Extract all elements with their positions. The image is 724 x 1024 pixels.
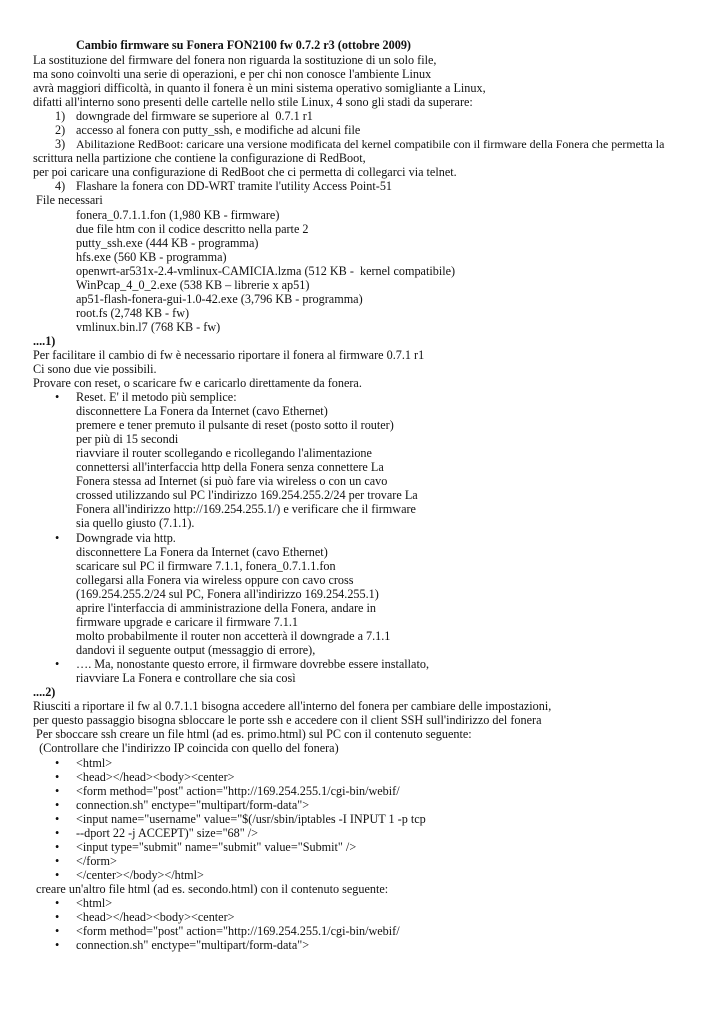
reset-step: premere e tener premuto il pulsante di reset (posto sotto il router) [76,418,394,432]
file-item: fonera_0.7.1.1.fon (1,980 KB - firmware) [76,208,280,222]
stage-text: downgrade del firmware se superiore al 0.7.1 r1 [76,109,313,123]
bullet-marker: • [55,657,60,671]
bullet-marker: • [55,531,60,545]
code-line: <html> [76,896,113,910]
code-line: </center></body></html> [76,868,204,882]
section-1-heading: ....1) [33,334,56,348]
intro-line: ma sono coinvolti una serie di operazioni, e per chi non conosce l'ambiente Linux [33,67,432,81]
bullet-marker: • [55,770,60,784]
stage-number: 1) [55,109,66,123]
reset-step: Reset. E' il metodo più semplice: [76,390,237,404]
downgrade-step: scaricare sul PC il firmware 7.1.1, fonera_0.7.1.1.fon [76,559,336,573]
stage-text: Flashare la fonera con DD-WRT tramite l'utility Access Point-51 [76,179,393,193]
code-line: <form method="post" action="http://169.254.255.1/cgi-bin/webif/ [76,924,400,938]
section-2-paragraph: Riusciti a riportare il fw al 0.7.1.1 bisogna accedere all'interno del fonera per cambiare delle impostazioni, [33,699,552,713]
stage-text-continued: scrittura nella partizione che contiene la configurazione di RedBoot, [33,151,366,165]
file-item: openwrt-ar531x-2.4-vmlinux-CAMICIA.lzma (512 KB - kernel compatibile) [76,264,456,278]
stage-text-continued: per poi caricare una configurazione di RedBoot che ci permetta di collegarci via telnet. [33,165,457,179]
reset-step: riavviare il router scollegando e ricollegando l'alimentazione [76,446,372,460]
bullet-marker: • [55,812,60,826]
downgrade-step: molto probabilmente il router non accetterà il downgrade a 7.1.1 [76,629,391,643]
error-note: …. Ma, nonostante questo errore, il firmware dovrebbe essere installato, [76,657,429,671]
bullet-marker: • [55,756,60,770]
downgrade-step: firmware upgrade e caricare il firmware 7.1.1 [76,615,298,629]
section-2-paragraph: Per sboccare ssh creare un file html (ad es. primo.html) sul PC con il contenuto seguente: [33,727,472,741]
bullet-marker: • [55,896,60,910]
bullet-marker: • [55,938,60,952]
stage-number: 3) [55,137,66,151]
code-line: <head></head><body><center> [76,770,235,784]
file-item: putty_ssh.exe (444 KB - programma) [76,236,259,250]
reset-step: Fonera all'indirizzo http://169.254.255.1/) e verificare che il firmware [76,502,416,516]
downgrade-step: aprire l'interfaccia di amministrazione della Fonera, andare in [76,601,376,615]
code-line: connection.sh" enctype="multipart/form-data"> [76,798,310,812]
code-line: <input type="submit" name="submit" value="Submit" /> [76,840,357,854]
bullet-marker: • [55,910,60,924]
intro-line: difatti all'interno sono presenti delle cartelle nello stile Linux, 4 sono gli stadi da superare: [33,95,473,109]
intro-line: La sostituzione del firmware del fonera non riguarda la sostituzione di un solo file, [33,53,437,67]
downgrade-step: (169.254.255.2/24 sul PC, Fonera all'indirizzo 169.254.255.1) [76,587,379,601]
bullet-marker: • [55,868,60,882]
bullet-marker: • [55,390,60,404]
reset-step: connettersi all'interfaccia http della Fonera senza connettere La [76,460,384,474]
document-title: Cambio firmware su Fonera FON2100 fw 0.7.2 r3 (ottobre 2009) [76,38,411,52]
intro-line: avrà maggiori difficoltà, in quanto il fonera è un mini sistema operativo somigliante a Linux, [33,81,486,95]
reset-step: sia quello giusto (7.1.1). [76,516,195,530]
file-item: ap51-flash-fonera-gui-1.0-42.exe (3,796 KB - programma) [76,292,363,306]
section-2-paragraph: creare un'altro file html (ad es. secondo.html) con il contenuto seguente: [33,882,389,896]
code-line: </form> [76,854,117,868]
section-2-heading: ....2) [33,685,56,699]
bullet-marker: • [55,924,60,938]
code-line: connection.sh" enctype="multipart/form-data"> [76,938,310,952]
bullet-marker: • [55,826,60,840]
stage-text: accesso al fonera con putty_ssh, e modifiche ad alcuni file [76,123,361,137]
bullet-marker: • [55,854,60,868]
files-heading: File necessari [33,193,103,207]
file-item: root.fs (2,748 KB - fw) [76,306,190,320]
reset-step: disconnettere La Fonera da Internet (cavo Ethernet) [76,404,328,418]
section-1-paragraph: Provare con reset, o scaricare fw e caricarlo direttamente da fonera. [33,376,362,390]
section-1-paragraph: Per facilitare il cambio di fw è necessario riportare il fonera al firmware 0.7.1 r1 [33,348,425,362]
code-line: <head></head><body><center> [76,910,235,924]
bullet-marker: • [55,784,60,798]
section-2-paragraph: per questo passaggio bisogna sbloccare le porte ssh e accedere con il client SSH sull'indirizzo del fonera [33,713,542,727]
downgrade-step: disconnettere La Fonera da Internet (cavo Ethernet) [76,545,328,559]
section-2-paragraph: (Controllare che l'indirizzo IP coincida con quello del fonera) [33,741,339,755]
bullet-marker: • [55,840,60,854]
downgrade-step: dandovi il seguente output (messaggio di errore), [76,643,316,657]
error-note: riavviare La Fonera e controllare che sia così [76,671,296,685]
file-item: WinPcap_4_0_2.exe (538 KB – librerie x ap51) [76,278,310,292]
stage-text: Abilitazione RedBoot: caricare una versione modificata del kernel compatibile con il firmware della Fonera che permetta la [76,137,665,151]
reset-step: Fonera stessa ad Internet (si può fare via wireless o con un cavo [76,474,388,488]
bullet-marker: • [55,798,60,812]
code-line: <input name="username" value="$(/usr/sbin/iptables -I INPUT 1 -p tcp [76,812,426,826]
downgrade-step: Downgrade via http. [76,531,176,545]
file-item: due file htm con il codice descritto nella parte 2 [76,222,309,236]
stage-number: 4) [55,179,66,193]
file-item: hfs.exe (560 KB - programma) [76,250,227,264]
section-1-paragraph: Ci sono due vie possibili. [33,362,157,376]
reset-step: crossed utilizzando sul PC l'indirizzo 169.254.255.2/24 per trovare La [76,488,418,502]
code-line: <form method="post" action="http://169.254.255.1/cgi-bin/webif/ [76,784,400,798]
stage-number: 2) [55,123,66,137]
code-line: <html> [76,756,113,770]
file-item: vmlinux.bin.l7 (768 KB - fw) [76,320,221,334]
code-line: --dport 22 -j ACCEPT)" size="68" /> [76,826,259,840]
reset-step: per più di 15 secondi [76,432,179,446]
downgrade-step: collegarsi alla Fonera via wireless oppure con cavo cross [76,573,354,587]
